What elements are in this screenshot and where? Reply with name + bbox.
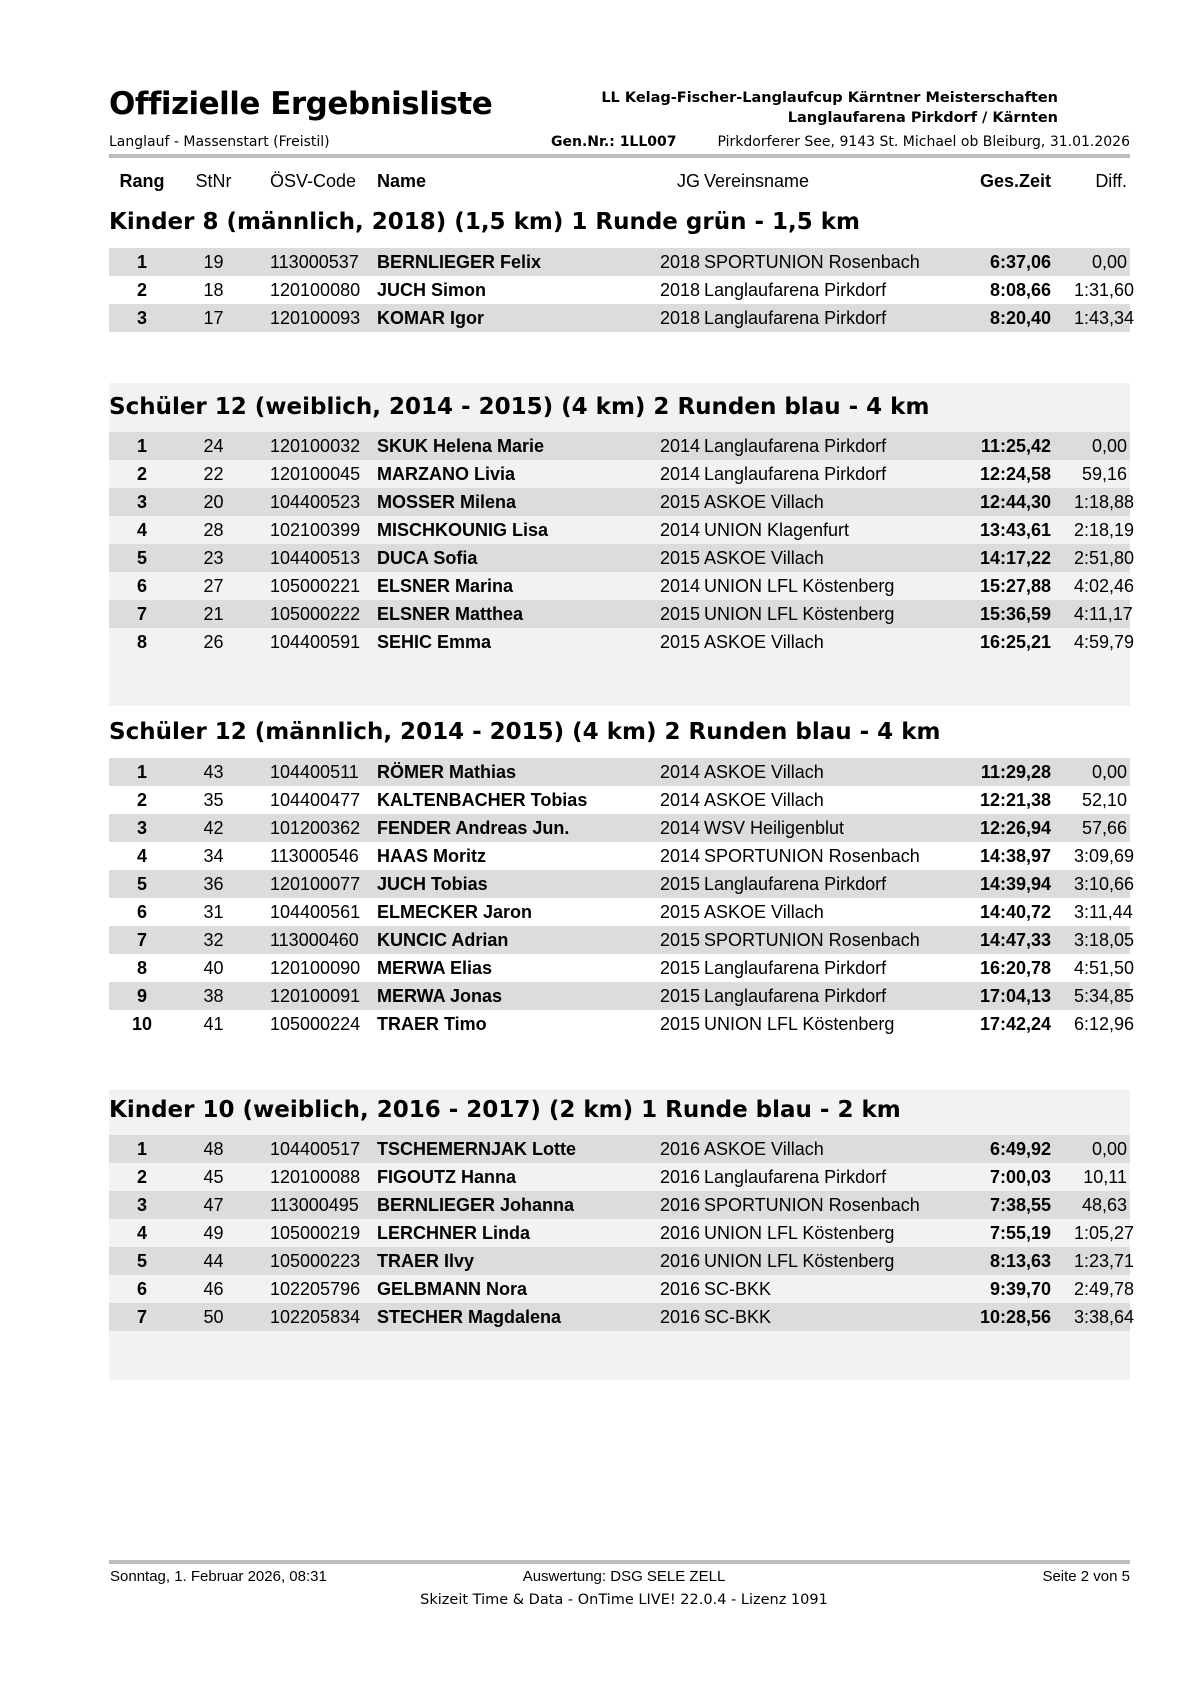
row-club: Langlaufarena Pirkdorf xyxy=(704,874,887,894)
row-time-diff: 3:38,64 xyxy=(1074,1307,1135,1327)
row-rang: 1 xyxy=(136,436,147,456)
row-club: ASKOE Villach xyxy=(704,902,824,922)
row-oesv-code: 120100080 xyxy=(270,280,361,300)
col-rang: Rang xyxy=(119,171,165,191)
row-birth-year: 2014 xyxy=(659,846,700,866)
row-birth-year: 2014 xyxy=(659,464,700,484)
col-jg: JG xyxy=(676,171,700,191)
row-athlete-name: ELSNER Marina xyxy=(377,576,514,596)
row-birth-year: 2015 xyxy=(659,958,700,978)
row-rang: 2 xyxy=(136,1167,147,1187)
row-total-time: 17:04,13 xyxy=(979,986,1051,1006)
row-rang: 4 xyxy=(136,846,147,866)
row-time-diff: 4:02,46 xyxy=(1074,576,1135,596)
col-vereinsname: Vereinsname xyxy=(704,171,810,191)
row-birth-year: 2015 xyxy=(659,492,700,512)
row-birth-year: 2014 xyxy=(659,762,700,782)
table-row xyxy=(109,926,1135,954)
result-rows xyxy=(109,432,1135,656)
row-total-time: 14:47,33 xyxy=(979,930,1051,950)
row-rang: 4 xyxy=(136,520,147,540)
row-club: UNION LFL Köstenberg xyxy=(704,576,895,596)
row-athlete-name: GELBMANN Nora xyxy=(377,1279,528,1299)
row-club: SPORTUNION Rosenbach xyxy=(704,930,920,950)
table-row xyxy=(109,786,1130,814)
row-total-time: 12:24,58 xyxy=(979,464,1051,484)
row-time-diff: 2:49,78 xyxy=(1074,1279,1135,1299)
row-club: ASKOE Villach xyxy=(704,548,824,568)
row-total-time: 7:38,55 xyxy=(989,1195,1051,1215)
header-subline xyxy=(109,134,1130,154)
row-birth-year: 2014 xyxy=(659,790,700,810)
row-oesv-code: 101200362 xyxy=(270,818,361,838)
row-total-time: 10:28,56 xyxy=(979,1307,1051,1327)
row-birth-year: 2018 xyxy=(659,280,700,300)
event-location: Langlaufarena Pirkdorf / Kärnten xyxy=(787,110,1058,126)
row-athlete-name: ELSNER Matthea xyxy=(377,604,524,624)
row-birth-year: 2015 xyxy=(659,986,700,1006)
row-stnr: 32 xyxy=(203,930,224,950)
row-rang: 5 xyxy=(136,1251,147,1271)
row-club: ASKOE Villach xyxy=(704,762,824,782)
row-club: SC-BKK xyxy=(704,1279,772,1299)
row-rang: 3 xyxy=(136,818,147,838)
row-rang: 1 xyxy=(136,252,147,272)
row-birth-year: 2015 xyxy=(659,604,700,624)
row-athlete-name: MISCHKOUNIG Lisa xyxy=(377,520,549,540)
row-athlete-name: STECHER Magdalena xyxy=(377,1307,562,1327)
row-time-diff: 57,66 xyxy=(1081,818,1127,838)
row-total-time: 7:00,03 xyxy=(989,1167,1051,1187)
row-time-diff: 1:31,60 xyxy=(1074,280,1135,300)
row-rang: 6 xyxy=(136,1279,147,1299)
row-stnr: 43 xyxy=(203,762,224,782)
row-birth-year: 2015 xyxy=(659,632,700,652)
row-time-diff: 3:11,44 xyxy=(1074,902,1133,922)
table-row xyxy=(109,488,1135,516)
header-divider xyxy=(109,154,1130,158)
row-oesv-code: 105000221 xyxy=(270,576,361,596)
row-club: Langlaufarena Pirkdorf xyxy=(704,986,887,1006)
table-row xyxy=(109,544,1135,572)
row-rang: 4 xyxy=(136,1223,147,1243)
row-birth-year: 2014 xyxy=(659,520,700,540)
row-total-time: 14:40,72 xyxy=(979,902,1051,922)
row-club: WSV Heiligenblut xyxy=(704,818,845,838)
footer-date: Sonntag, 1. Februar 2026, 08:31 xyxy=(110,1568,327,1585)
row-oesv-code: 120100077 xyxy=(270,874,361,894)
row-total-time: 8:20,40 xyxy=(989,308,1051,328)
row-stnr: 41 xyxy=(203,1014,224,1034)
row-rang: 5 xyxy=(136,548,147,568)
row-time-diff: 3:09,69 xyxy=(1074,846,1135,866)
row-rang: 2 xyxy=(136,464,147,484)
row-oesv-code: 120100090 xyxy=(270,958,361,978)
row-birth-year: 2016 xyxy=(659,1139,700,1159)
row-stnr: 40 xyxy=(203,958,224,978)
row-athlete-name: DUCA Sofia xyxy=(377,548,478,568)
col-oesv-code: ÖSV-Code xyxy=(270,171,357,191)
row-oesv-code: 105000223 xyxy=(270,1251,361,1271)
row-time-diff: 1:23,71 xyxy=(1074,1251,1135,1271)
row-rang: 7 xyxy=(136,604,147,624)
row-stnr: 26 xyxy=(203,632,224,652)
row-birth-year: 2015 xyxy=(659,548,700,568)
row-birth-year: 2016 xyxy=(659,1307,700,1327)
event-info xyxy=(601,88,1058,128)
row-total-time: 11:25,42 xyxy=(980,436,1051,456)
row-birth-year: 2016 xyxy=(659,1195,700,1215)
section-title: Schüler 12 (männlich, 2014 - 2015) (4 km) 2 Runden blau - 4 km xyxy=(109,719,941,745)
row-total-time: 15:36,59 xyxy=(979,604,1051,624)
row-time-diff: 6:12,96 xyxy=(1074,1014,1135,1034)
row-oesv-code: 105000219 xyxy=(270,1223,361,1243)
section-title: Schüler 12 (weiblich, 2014 - 2015) (4 km) 2 Runden blau - 4 km xyxy=(109,394,930,420)
row-oesv-code: 104400511 xyxy=(270,762,359,782)
table-row xyxy=(109,1135,1130,1163)
table-row xyxy=(109,572,1135,600)
row-total-time: 7:55,19 xyxy=(989,1223,1051,1243)
row-club: SPORTUNION Rosenbach xyxy=(704,1195,920,1215)
row-total-time: 14:38,97 xyxy=(979,846,1051,866)
table-row xyxy=(109,1010,1135,1038)
row-athlete-name: MARZANO Livia xyxy=(377,464,516,484)
row-athlete-name: HAAS Moritz xyxy=(377,846,486,866)
table-row xyxy=(109,248,1130,276)
result-rows xyxy=(109,248,1135,332)
row-total-time: 12:21,38 xyxy=(979,790,1051,810)
row-athlete-name: BERNLIEGER Johanna xyxy=(377,1195,575,1215)
section-title: Kinder 8 (männlich, 2018) (1,5 km) 1 Runde grün - 1,5 km xyxy=(109,209,861,235)
row-time-diff: 3:18,05 xyxy=(1074,930,1135,950)
row-total-time: 9:39,70 xyxy=(989,1279,1051,1299)
row-oesv-code: 102205834 xyxy=(270,1307,361,1327)
row-rang: 8 xyxy=(136,632,147,652)
row-rang: 8 xyxy=(136,958,147,978)
row-oesv-code: 113000495 xyxy=(270,1195,359,1215)
row-rang: 9 xyxy=(136,986,147,1006)
footer-page-number: Seite 2 von 5 xyxy=(1042,1568,1130,1585)
row-time-diff: 5:34,85 xyxy=(1074,986,1135,1006)
row-time-diff: 0,00 xyxy=(1091,252,1127,272)
row-total-time: 8:13,63 xyxy=(989,1251,1051,1271)
col-diff: Diff. xyxy=(1095,171,1127,191)
table-row xyxy=(109,870,1135,898)
page-title: Offizielle Ergebnisliste xyxy=(109,86,493,122)
row-birth-year: 2018 xyxy=(659,252,700,272)
row-athlete-name: MERWA Jonas xyxy=(377,986,503,1006)
row-club: SPORTUNION Rosenbach xyxy=(704,846,920,866)
row-rang: 3 xyxy=(136,1195,147,1215)
row-athlete-name: JUCH Tobias xyxy=(377,874,488,894)
row-oesv-code: 104400561 xyxy=(270,902,361,922)
row-oesv-code: 120100032 xyxy=(270,436,361,456)
row-stnr: 48 xyxy=(203,1139,224,1159)
row-total-time: 16:25,21 xyxy=(979,632,1051,652)
row-stnr: 21 xyxy=(203,604,224,624)
row-club: ASKOE Villach xyxy=(704,790,824,810)
row-athlete-name: TRAER Timo xyxy=(377,1014,487,1034)
table-row xyxy=(109,1219,1135,1247)
row-stnr: 42 xyxy=(203,818,224,838)
row-time-diff: 59,16 xyxy=(1081,464,1127,484)
row-club: SPORTUNION Rosenbach xyxy=(704,252,920,272)
table-row xyxy=(109,276,1135,304)
row-stnr: 24 xyxy=(203,436,224,456)
row-athlete-name: JUCH Simon xyxy=(377,280,487,300)
table-row xyxy=(109,982,1135,1010)
row-time-diff: 4:59,79 xyxy=(1074,632,1135,652)
row-athlete-name: TSCHEMERNJAK Lotte xyxy=(377,1139,577,1159)
row-birth-year: 2016 xyxy=(659,1251,700,1271)
row-stnr: 46 xyxy=(203,1279,224,1299)
row-oesv-code: 120100088 xyxy=(270,1167,361,1187)
row-total-time: 6:49,92 xyxy=(989,1139,1051,1159)
row-athlete-name: SEHIC Emma xyxy=(377,632,492,652)
row-athlete-name: KOMAR Igor xyxy=(377,308,484,328)
row-birth-year: 2014 xyxy=(659,818,700,838)
footer-divider xyxy=(109,1560,1130,1564)
row-stnr: 27 xyxy=(203,576,224,596)
row-rang: 2 xyxy=(136,280,147,300)
row-club: UNION LFL Köstenberg xyxy=(704,1251,895,1271)
table-row xyxy=(109,1303,1135,1331)
row-time-diff: 4:11,17 xyxy=(1074,604,1133,624)
row-oesv-code: 105000224 xyxy=(270,1014,361,1034)
table-row xyxy=(109,1191,1130,1219)
row-time-diff: 2:18,19 xyxy=(1074,520,1135,540)
row-total-time: 16:20,78 xyxy=(979,958,1051,978)
row-birth-year: 2014 xyxy=(659,576,700,596)
table-row xyxy=(109,898,1133,926)
row-club: UNION Klagenfurt xyxy=(704,520,850,540)
col-name: Name xyxy=(377,171,427,191)
row-time-diff: 1:43,34 xyxy=(1074,308,1135,328)
row-athlete-name: SKUK Helena Marie xyxy=(377,436,545,456)
venue-date: Pirkdorferer See, 9143 St. Michael ob Bleiburg, 31.01.2026 xyxy=(717,134,1130,150)
row-oesv-code: 120100045 xyxy=(270,464,361,484)
table-row xyxy=(109,460,1130,488)
footer-software: Skizeit Time & Data - OnTime LIVE! 22.0.4 - Lizenz 1091 xyxy=(420,1592,828,1608)
row-rang: 3 xyxy=(136,308,147,328)
row-birth-year: 2015 xyxy=(659,902,700,922)
row-club: ASKOE Villach xyxy=(704,1139,824,1159)
section-title: Kinder 10 (weiblich, 2016 - 2017) (2 km) 1 Runde blau - 2 km xyxy=(109,1097,901,1123)
row-athlete-name: BERNLIEGER Felix xyxy=(377,252,542,272)
col-ges-zeit: Ges.Zeit xyxy=(979,171,1051,191)
row-rang: 10 xyxy=(131,1014,153,1034)
row-club: SC-BKK xyxy=(704,1307,772,1327)
row-athlete-name: MERWA Elias xyxy=(377,958,493,978)
table-row xyxy=(109,432,1130,460)
row-total-time: 17:42,24 xyxy=(979,1014,1051,1034)
row-total-time: 6:37,06 xyxy=(989,252,1051,272)
row-stnr: 19 xyxy=(203,252,224,272)
row-oesv-code: 104400513 xyxy=(270,548,361,568)
row-total-time: 14:39,94 xyxy=(979,874,1051,894)
row-athlete-name: TRAER Ilvy xyxy=(377,1251,475,1271)
row-rang: 1 xyxy=(136,1139,147,1159)
row-birth-year: 2015 xyxy=(659,874,700,894)
row-club: UNION LFL Köstenberg xyxy=(704,1223,895,1243)
row-athlete-name: MOSSER Milena xyxy=(377,492,517,512)
row-stnr: 36 xyxy=(203,874,224,894)
col-stnr: StNr xyxy=(195,171,232,191)
row-club: Langlaufarena Pirkdorf xyxy=(704,280,887,300)
row-time-diff: 0,00 xyxy=(1091,436,1127,456)
row-stnr: 38 xyxy=(203,986,224,1006)
table-row xyxy=(109,1247,1135,1275)
table-row xyxy=(109,954,1135,982)
row-athlete-name: LERCHNER Linda xyxy=(377,1223,530,1243)
row-rang: 1 xyxy=(136,762,147,782)
table-row xyxy=(109,304,1135,332)
row-stnr: 23 xyxy=(203,548,224,568)
event-name: LL Kelag-Fischer-Langlaufcup Kärntner Meisterschaften xyxy=(601,90,1058,106)
row-oesv-code: 104400517 xyxy=(270,1139,361,1159)
row-club: Langlaufarena Pirkdorf xyxy=(704,1167,887,1187)
row-club: UNION LFL Köstenberg xyxy=(704,604,895,624)
result-rows xyxy=(109,758,1135,1038)
row-oesv-code: 105000222 xyxy=(270,604,361,624)
result-rows xyxy=(109,1135,1135,1331)
row-total-time: 12:44,30 xyxy=(979,492,1051,512)
row-time-diff: 10,11 xyxy=(1083,1167,1127,1187)
row-rang: 3 xyxy=(136,492,147,512)
row-birth-year: 2015 xyxy=(659,930,700,950)
row-time-diff: 4:51,50 xyxy=(1074,958,1135,978)
row-rang: 2 xyxy=(136,790,147,810)
row-athlete-name: KUNCIC Adrian xyxy=(377,930,509,950)
row-stnr: 22 xyxy=(203,464,224,484)
row-club: UNION LFL Köstenberg xyxy=(704,1014,895,1034)
row-oesv-code: 102100399 xyxy=(270,520,361,540)
table-row xyxy=(109,1275,1135,1303)
row-club: Langlaufarena Pirkdorf xyxy=(704,436,887,456)
row-rang: 6 xyxy=(136,576,147,596)
row-oesv-code: 102205796 xyxy=(270,1279,361,1299)
row-time-diff: 0,00 xyxy=(1091,762,1127,782)
table-row xyxy=(109,628,1135,656)
table-row xyxy=(109,814,1130,842)
row-birth-year: 2015 xyxy=(659,1014,700,1034)
row-club: Langlaufarena Pirkdorf xyxy=(704,308,887,328)
row-oesv-code: 113000537 xyxy=(270,252,359,272)
row-oesv-code: 113000460 xyxy=(270,930,359,950)
row-club: Langlaufarena Pirkdorf xyxy=(704,464,887,484)
row-club: Langlaufarena Pirkdorf xyxy=(704,958,887,978)
row-stnr: 44 xyxy=(203,1251,224,1271)
row-total-time: 13:43,61 xyxy=(979,520,1051,540)
row-club: ASKOE Villach xyxy=(704,632,824,652)
row-time-diff: 48,63 xyxy=(1081,1195,1127,1215)
row-oesv-code: 113000546 xyxy=(270,846,359,866)
table-row xyxy=(109,600,1133,628)
row-stnr: 18 xyxy=(203,280,224,300)
row-oesv-code: 104400591 xyxy=(270,632,361,652)
row-athlete-name: FENDER Andreas Jun. xyxy=(377,818,570,838)
row-rang: 7 xyxy=(136,930,147,950)
row-oesv-code: 104400477 xyxy=(270,790,361,810)
row-club: ASKOE Villach xyxy=(704,492,824,512)
row-stnr: 31 xyxy=(203,902,224,922)
row-rang: 6 xyxy=(136,902,147,922)
row-total-time: 12:26,94 xyxy=(979,818,1051,838)
row-birth-year: 2016 xyxy=(659,1167,700,1187)
row-time-diff: 0,00 xyxy=(1091,1139,1127,1159)
table-row xyxy=(109,1163,1130,1191)
gen-nr: Gen.Nr.: 1LL007 xyxy=(551,134,677,150)
row-birth-year: 2014 xyxy=(659,436,700,456)
row-total-time: 11:29,28 xyxy=(980,762,1051,782)
table-row xyxy=(109,842,1135,870)
row-stnr: 34 xyxy=(203,846,224,866)
row-birth-year: 2016 xyxy=(659,1223,700,1243)
row-time-diff: 1:18,88 xyxy=(1074,492,1135,512)
column-header xyxy=(109,169,1130,193)
row-total-time: 15:27,88 xyxy=(979,576,1051,596)
row-stnr: 35 xyxy=(203,790,224,810)
row-stnr: 47 xyxy=(203,1195,224,1215)
row-athlete-name: FIGOUTZ Hanna xyxy=(377,1167,516,1187)
row-birth-year: 2016 xyxy=(659,1279,700,1299)
table-row xyxy=(109,516,1135,544)
discipline: Langlauf - Massenstart (Freistil) xyxy=(109,134,330,150)
row-oesv-code: 104400523 xyxy=(270,492,361,512)
row-time-diff: 3:10,66 xyxy=(1074,874,1135,894)
row-stnr: 17 xyxy=(203,308,224,328)
row-stnr: 28 xyxy=(203,520,224,540)
row-stnr: 49 xyxy=(203,1223,224,1243)
row-stnr: 20 xyxy=(203,492,224,512)
row-stnr: 45 xyxy=(203,1167,224,1187)
row-birth-year: 2018 xyxy=(659,308,700,328)
table-row xyxy=(109,758,1130,786)
row-time-diff: 1:05,27 xyxy=(1074,1223,1135,1243)
row-total-time: 8:08,66 xyxy=(989,280,1051,300)
row-rang: 5 xyxy=(136,874,147,894)
footer-evaluation: Auswertung: DSG SELE ZELL xyxy=(522,1568,726,1585)
row-rang: 7 xyxy=(136,1307,147,1327)
row-stnr: 50 xyxy=(203,1307,224,1327)
row-oesv-code: 120100093 xyxy=(270,308,361,328)
row-oesv-code: 120100091 xyxy=(270,986,361,1006)
row-total-time: 14:17,22 xyxy=(979,548,1051,568)
row-athlete-name: KALTENBACHER Tobias xyxy=(377,790,588,810)
row-time-diff: 52,10 xyxy=(1081,790,1127,810)
row-time-diff: 2:51,80 xyxy=(1074,548,1135,568)
row-athlete-name: RÖMER Mathias xyxy=(377,762,517,782)
row-athlete-name: ELMECKER Jaron xyxy=(377,902,533,922)
